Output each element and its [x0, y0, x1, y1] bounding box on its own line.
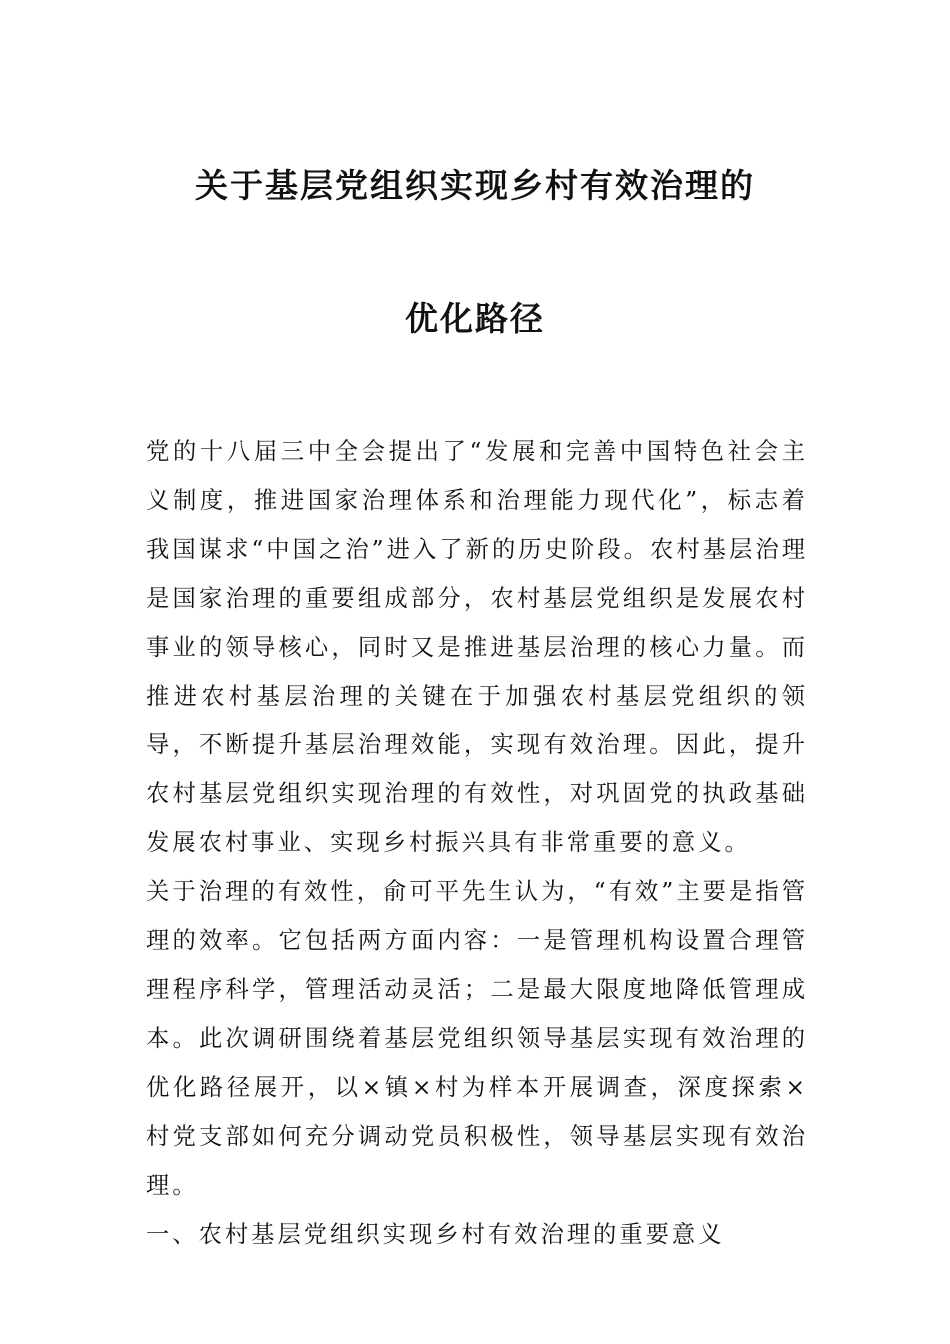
document-body — [146, 428, 808, 1259]
document-title-line-2: 优化路径 — [405, 299, 545, 338]
body-paragraph-effectiveness: 关于治理的有效性，俞可平先生认为，“有效”主要是指管理的效率。它包括两方面内容：一是管理机构设置合理管理程序科学，管理活动灵活；二是最大限度地降低管理成本。此次调研围绕着基层党组织领导基层实现有效治理的优化路径展开，以×镇×村为样本开展调查，深度探索×村党支部如何充分调动党员积极性，领导基层实现有效治理。 — [146, 878, 808, 1199]
section-heading-1: 一、农村基层党组织实现乡村有效治理的重要意义 — [146, 1220, 725, 1248]
document-title-line-1: 关于基层党组织实现乡村有效治理的 — [195, 166, 755, 205]
body-paragraph-intro: 党的十八届三中全会提出了“发展和完善中国特色社会主义制度，推进国家治理体系和治理能力现代化”，标志着我国谋求“中国之治”进入了新的历史阶段。农村基层治理是国家治理的重要组成部分，农村基层党组织是发展农村事业的领导核心，同时又是推进基层治理的核心力量。而推进农村基层治理的关键在于加强农村基层党组织的领导，不断提升基层治理效能，实现有效治理。因此，提升农村基层党组织实现治理的有效性，对巩固党的执政基础发展农村事业、实现乡村振兴具有非常重要的意义。 — [146, 438, 808, 857]
